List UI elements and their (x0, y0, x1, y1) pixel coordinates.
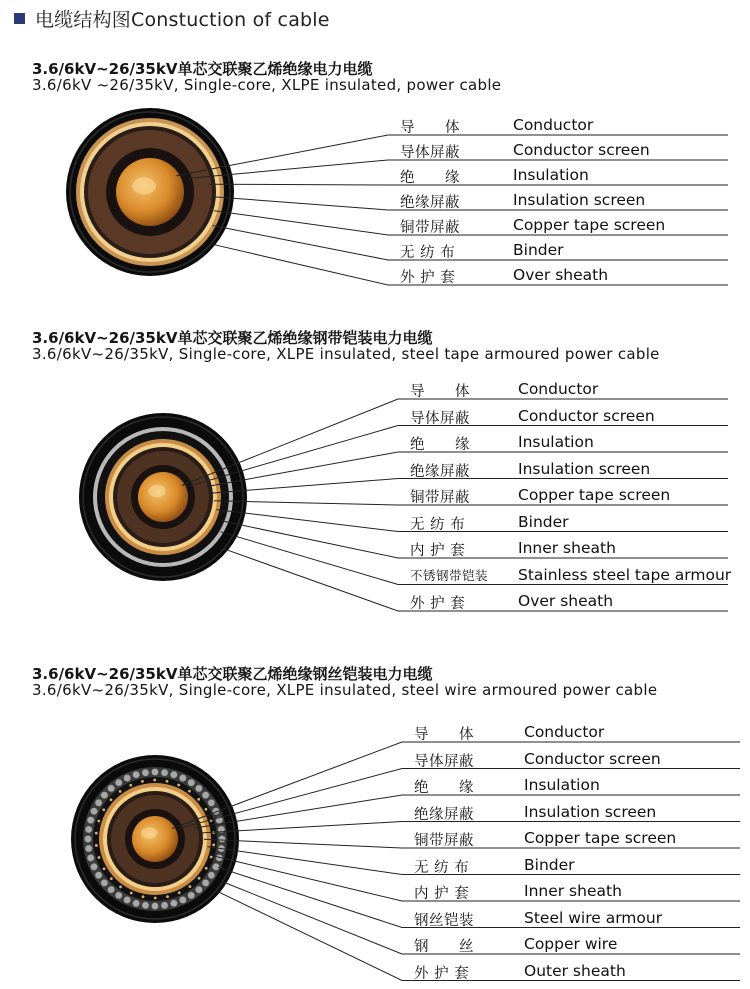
layer-name-cn: 铜带屏蔽 (414, 833, 474, 849)
copper-wire (119, 885, 122, 888)
section-title-en: 3.6/6kV~26/35kV, Single-core, XLPE insulated, steel wire armoured power cable (32, 681, 658, 699)
layer-name-en: Steel wire armour (524, 908, 663, 927)
layer-name-en: Inner sheath (524, 882, 622, 900)
steel-wire (124, 896, 131, 903)
layer-label-row (400, 116, 728, 138)
layer-name-en: Copper wire (524, 935, 618, 953)
layer-name-en: Insulation (524, 776, 600, 794)
copper-wire (154, 897, 157, 900)
layer-label-row (414, 829, 740, 851)
layer-label-row (410, 380, 728, 402)
layer-name-en: Conductor screen (518, 406, 655, 425)
steel-wire (84, 835, 91, 842)
copper-wire (98, 856, 101, 859)
steel-wire (218, 835, 225, 842)
steel-wire (151, 902, 158, 909)
steel-wire (101, 879, 108, 886)
steel-wire (90, 863, 97, 870)
conductor-core (138, 472, 188, 522)
steel-wire (170, 771, 177, 778)
steel-wire (85, 845, 92, 852)
layer-name-en: Over sheath (518, 592, 614, 610)
page-title: 电缆结构图Constuction of cable (35, 8, 330, 31)
layer-name-cn: 绝 缘 (410, 437, 470, 453)
copper-wire (119, 790, 122, 793)
steel-wire (133, 900, 140, 907)
layer-label-row (400, 141, 728, 163)
layer-label-row (400, 266, 728, 288)
steel-wire (142, 769, 149, 776)
section-title-en: 3.6/6kV ~26/35kV, Single-core, XLPE insulated, power cable (32, 76, 502, 94)
layer-name-cn: 导体屏蔽 (400, 145, 460, 161)
layer-name-cn: 外 护 套 (414, 965, 470, 982)
layer-name-cn: 绝缘屏蔽 (414, 806, 474, 823)
layer-label-row (400, 166, 728, 188)
layer-name-en: Insulation (518, 433, 594, 451)
core-highlight (132, 178, 156, 195)
steel-wire (142, 902, 149, 909)
copper-wire (166, 895, 169, 898)
steel-wire (212, 863, 219, 870)
layer-name-en: Binder (524, 855, 575, 874)
layer-name-en: Outer sheath (524, 961, 626, 980)
layer-name-cn: 绝缘屏蔽 (400, 195, 460, 211)
steel-wire (101, 792, 108, 799)
layer-label-row (414, 909, 740, 931)
steel-wire (208, 872, 215, 879)
layer-label-row (410, 433, 728, 455)
copper-wire (166, 780, 169, 783)
layer-label-row (400, 241, 728, 263)
copper-wire (97, 820, 100, 823)
steel-wire (195, 785, 202, 792)
layer-label-row (414, 856, 740, 878)
steel-wire (161, 769, 168, 776)
copper-wire (95, 844, 98, 847)
core-highlight (148, 485, 166, 498)
steel-wire (108, 785, 115, 792)
layer-label-row (400, 216, 728, 238)
layer-label-row (410, 539, 728, 561)
layer-name-en: Copper tape screen (524, 829, 677, 847)
layer-name-en: Insulation screen (513, 191, 646, 209)
copper-wire (178, 891, 181, 894)
copper-wire (102, 808, 105, 811)
copper-wire (212, 843, 215, 846)
layer-name-en: Copper tape screen (518, 486, 671, 504)
copper-wire (189, 885, 192, 888)
section-title-en: 3.6/6kV~26/35kV, Single-core, XLPE insulated, steel tape armoured power cable (32, 345, 660, 363)
section-steel-wire-armoured-cable (0, 663, 750, 989)
copper-wire (141, 780, 144, 783)
layer-name-cn: 内 护 套 (414, 886, 470, 902)
layer-name-en: Conductor screen (524, 749, 661, 768)
layer-name-cn: 导 体 (400, 120, 460, 136)
steel-wire (151, 768, 158, 775)
layer-label-row (414, 723, 740, 745)
layer-name-cn: 导 体 (410, 384, 470, 400)
copper-wire (153, 779, 156, 782)
layer-name-cn: 导 体 (414, 727, 474, 743)
steel-wire (115, 892, 122, 899)
copper-wire (110, 877, 113, 880)
copper-wire (142, 895, 145, 898)
layer-label-row (410, 513, 728, 535)
copper-wire (177, 784, 180, 787)
layer-label-row (410, 486, 728, 508)
cable-cross-section (71, 755, 239, 923)
steel-wire (115, 779, 122, 786)
layer-label-row (400, 191, 728, 213)
steel-wire (202, 879, 209, 886)
cable-cross-section (79, 413, 247, 581)
layer-name-cn: 无 纺 布 (410, 516, 466, 533)
copper-wire (197, 798, 200, 801)
layer-name-en: Stainless steel tape armour (518, 565, 732, 584)
steel-wire (95, 799, 102, 806)
layer-name-en: Over sheath (513, 266, 609, 284)
steel-wire (87, 854, 94, 861)
steel-wire (85, 826, 92, 833)
layer-label-row (410, 407, 728, 429)
layer-label-row (410, 592, 728, 614)
layer-label-row (414, 962, 740, 984)
copper-wire (188, 790, 191, 793)
layer-name-cn: 绝 缘 (400, 170, 460, 186)
steel-wire (179, 774, 186, 781)
layer-name-en: Insulation (513, 166, 589, 184)
layer-label-row (414, 776, 740, 798)
section-title-cn: 3.6/6kV~26/35kV单芯交联聚乙烯绝缘电力电缆 (32, 60, 373, 78)
layer-label-row (414, 750, 740, 772)
layer-name-cn: 钢丝铠装 (414, 912, 474, 929)
section-single-core-power-cable (0, 58, 750, 298)
steel-wire (202, 792, 209, 799)
section-steel-tape-armoured-cable (0, 327, 750, 627)
steel-wire (188, 779, 195, 786)
layer-label-row (414, 935, 740, 957)
layer-label-row (414, 803, 740, 825)
layer-name-en: Inner sheath (518, 539, 616, 557)
layer-name-en: Binder (513, 241, 564, 259)
layer-label-row (410, 460, 728, 482)
copper-wire (205, 867, 208, 870)
steel-wire (170, 900, 177, 907)
layer-name-en: Copper tape screen (513, 216, 666, 234)
copper-wire (130, 892, 133, 895)
bullet-square-icon (14, 13, 25, 24)
layer-name-cn: 铜带屏蔽 (400, 220, 460, 236)
steel-wire (188, 892, 195, 899)
layer-name-cn: 外 护 套 (410, 596, 466, 612)
section-title-cn: 3.6/6kV~26/35kV单芯交联聚乙烯绝缘钢丝铠装电力电缆 (32, 665, 433, 683)
layer-name-en: Insulation screen (518, 459, 651, 478)
layer-name-cn: 外 护 套 (400, 270, 456, 286)
copper-wire (198, 877, 201, 880)
copper-wire (95, 832, 98, 835)
steel-wire (208, 799, 215, 806)
steel-wire (161, 902, 168, 909)
conductor-core (132, 816, 178, 862)
section-title-cn: 3.6/6kV~26/35kV单芯交联聚乙烯绝缘钢带铠装电力电缆 (32, 329, 433, 347)
layer-name-en: Conductor (513, 116, 594, 134)
steel-wire (133, 771, 140, 778)
steel-wire (179, 896, 186, 903)
steel-wire (95, 872, 102, 879)
page-header (14, 6, 330, 30)
steel-wire (90, 808, 97, 815)
layer-name-cn: 导体屏蔽 (410, 410, 470, 427)
steel-wire (87, 817, 94, 824)
copper-wire (110, 798, 113, 801)
steel-wire (108, 886, 115, 893)
layer-name-en: Conductor screen (513, 141, 650, 159)
layer-name-cn: 内 护 套 (410, 543, 466, 559)
copper-wire (129, 784, 132, 787)
layer-name-cn: 绝缘屏蔽 (410, 463, 470, 480)
layer-name-cn: 铜带屏蔽 (410, 490, 470, 506)
steel-wire (195, 886, 202, 893)
layer-label-row (410, 565, 732, 588)
layer-name-cn: 导体屏蔽 (414, 753, 474, 770)
layer-name-cn: 不锈钢带铠装 (410, 567, 489, 583)
layer-name-en: Insulation screen (524, 802, 657, 821)
cable-cross-section (66, 108, 234, 276)
steel-wire (124, 774, 131, 781)
layer-name-en: Binder (518, 512, 569, 531)
layer-name-en: Conductor (524, 723, 605, 741)
layer-name-cn: 无 纺 布 (414, 859, 470, 876)
layer-name-en: Conductor (518, 380, 599, 398)
layer-name-cn: 钢 丝 (414, 939, 474, 955)
core-highlight (141, 827, 157, 839)
copper-wire (103, 867, 106, 870)
layer-label-row (414, 882, 740, 904)
copper-wire (205, 808, 208, 811)
layer-name-cn: 无 纺 布 (400, 245, 456, 261)
layer-name-cn: 绝 缘 (414, 780, 474, 796)
